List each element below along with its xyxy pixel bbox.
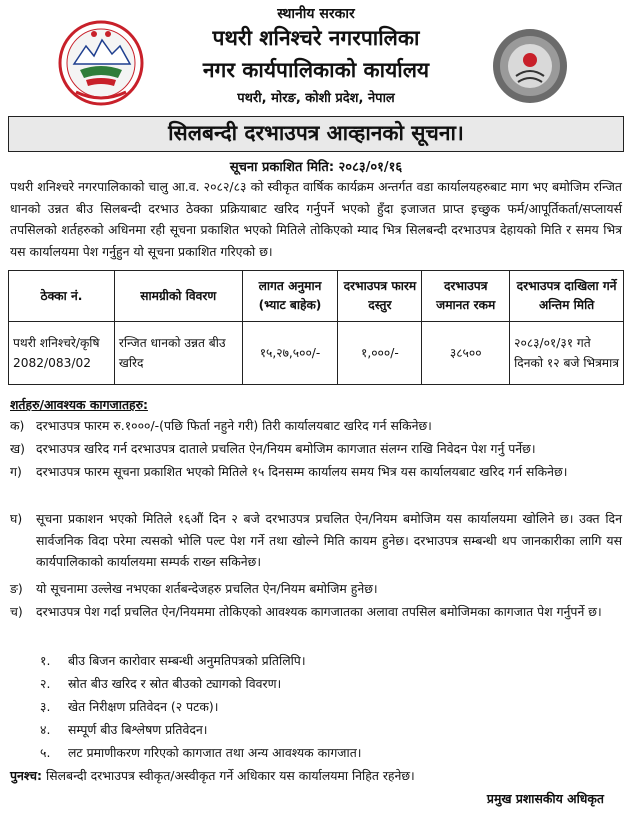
sub-item-number: २. — [40, 676, 51, 691]
item-description-cell: रन्जित धानको उन्नत बीउ खरिद — [114, 322, 242, 385]
table-header-cell: सामग्रीको विवरण — [114, 271, 242, 322]
sub-item-text: सम्पूर्ण बीउ बिश्लेषण प्रतिवेदन। — [68, 722, 208, 737]
term-text: दरभाउपत्र फारम रु.१०००/-(पछि फिर्ता नहुने गरी) तिरी कार्यालयबाट खरिद गर्न सकिनेछ। — [36, 418, 432, 433]
sub-item-number: १. — [40, 653, 51, 668]
sub-item — [40, 744, 361, 762]
table-header-cell: लागत अनुमान (भ्याट बाहेक) — [242, 271, 338, 322]
sub-item-number: ५. — [40, 745, 51, 760]
publish-date: सूचना प्रकाशित मिति: २०८३/०१/१६ — [229, 160, 403, 175]
sub-item-number: ४. — [40, 722, 51, 737]
term-text: यो सूचनामा उल्लेख नभएका शर्तबन्देजहरु प्रचलित ऐन/नियम बमोजिम हुनेछ। — [36, 581, 378, 596]
tender-table — [8, 270, 624, 385]
intro-paragraph: पथरी शनिश्चरे नगरपालिकाको चालु आ.व. २०८२/८३ को स्वीकृत वार्षिक कार्यक्रम अन्तर्गत वडा कार्यालयहरुबाट माग भए बमोजिम रन्जित धानको उन्नत बीउ सिलबन्दी दरभाउ ठेक्का प्रक्रियाबाट खरिद गर्नुपर्ने भएको हुँदा इजाजत प्राप्त इच्छुक फर्म/आपूर्तिकर्ता/सप्लायर्स तपसिलको शर्तहरुको अधिनमा रही सूचना प्रकाशित भएको मितिले तोकिएको म्याद भित्र सिलबन्दी दरभाउपत्र देहायको मिति र समय भित्र यस कार्यालयमा पेश गर्नुहुन यो सूचना प्रकाशित गरिएको छ। — [10, 179, 622, 259]
term-text: दरभाउपत्र पेश गर्दा प्रचलित ऐन/नियममा तोकिएको आवश्यक कागजातका अलावा तपसिल बमोजिमका कागजात पेश गर्नुपर्ने छ। — [36, 604, 602, 619]
term-item — [10, 461, 622, 483]
signature-title: प्रमुख प्रशासकीय अधिकृत — [486, 791, 604, 806]
sub-item-text: स्रोत बीउ खरिद र स्रोत बीउको ट्यागको विवरण। — [68, 676, 282, 691]
notice-title: सिलबन्दी दरभाउपत्र आव्हानको सूचना। — [8, 116, 624, 152]
term-marker: ग) — [10, 464, 22, 479]
table-header-cell: दरभाउपत्र दाखिला गर्ने अन्तिम मिति — [510, 271, 624, 322]
term-text: दरभाउपत्र फारम सूचना प्रकाशित भएको मितिले १५ दिनसम्म कार्यालय समय भित्र यस कार्यालयबाट खरिद गर्न सकिनेछ। — [36, 464, 568, 479]
table-header-cell: दरभाउपत्र फारम दस्तुर — [338, 271, 422, 322]
table-header-row — [9, 271, 624, 322]
term-text: सूचना प्रकाशन भएको मितिले १६औं दिन २ बजे दरभाउपत्र प्रचलित ऐन/नियम बमोजिम यस कार्यालयमा खोलिने छ। उक्त दिन सार्वजनिक विदा परेमा त्यसको भोलि पल्ट पेश गर्ने तथा खोल्ने मिति कायम हुनेछ। दरभाउपत्र सम्बन्धी थप जानकारीका लागि यस कार्यपालिकाको कार्यालयमा सम्पर्क राख्न सकिनेछ। — [36, 511, 622, 569]
sub-item — [40, 652, 306, 670]
term-item — [10, 601, 622, 623]
contract-number-cell: पथरी शनिश्चरे/कृषि 2082/083/02 — [9, 322, 115, 385]
term-item — [10, 438, 622, 460]
form-fee-cell: १,०००/- — [338, 322, 422, 385]
term-item — [10, 578, 622, 600]
sub-item-text: खेत निरीक्षण प्रतिवेदन (२ पटक)। — [68, 699, 219, 714]
table-header-cell: दरभाउपत्र जमानत रकम — [422, 271, 510, 322]
term-marker: ङ) — [10, 581, 23, 596]
sub-item-number: ३. — [40, 699, 51, 714]
postscript-text: सिलबन्दी दरभाउपत्र स्वीकृत/अस्वीकृत गर्ने अधिकार यस कार्यालयमा निहित रहनेछ। — [46, 768, 415, 783]
term-marker: घ) — [10, 511, 23, 526]
term-marker: ख) — [10, 441, 25, 456]
office-address: पथरी, मोरङ, कोशी प्रदेश, नेपाल — [237, 91, 395, 106]
office-name: नगर कार्यपालिकाको कार्यालय — [202, 58, 430, 82]
sub-item — [40, 698, 218, 716]
term-marker: च) — [10, 604, 23, 619]
sub-item-text: बीउ बिजन कारोवार सम्बन्धी अनुमतिपत्रको प्रतिलिपि। — [68, 653, 306, 668]
sub-item — [40, 675, 281, 693]
cost-estimate-cell: १५,२७,५००/- — [242, 322, 338, 385]
table-header-cell: ठेक्का नं. — [9, 271, 115, 322]
bid-security-cell: ३८५०० — [422, 322, 510, 385]
table-row — [9, 322, 624, 385]
term-text: दरभाउपत्र खरिद गर्न दरभाउपत्र दाताले प्रचलित ऐन/नियम बमोजिम कागजात संलग्न राखि निवेदन पेश गर्नु पर्नेछ। — [36, 441, 536, 456]
postscript — [10, 766, 622, 786]
sub-item — [40, 721, 208, 739]
postscript-label: पुनश्च: — [10, 768, 43, 783]
terms-heading: शर्तहरु/आवश्यक कागजातहरु: — [10, 397, 148, 412]
term-item — [10, 508, 622, 573]
deadline-cell: २०८३/०१/३१ गते दिनको १२ बजे भित्रमात्र — [510, 322, 624, 385]
header-line-1: स्थानीय सरकार — [277, 6, 355, 22]
term-item — [10, 415, 622, 437]
sub-item-text: लट प्रमाणीकरण गरिएको कागजात तथा अन्य आवश्यक कागजात। — [68, 745, 362, 760]
term-marker: क) — [10, 418, 25, 433]
municipality-name: पथरी शनिश्चरे नगरपालिका — [212, 26, 420, 50]
